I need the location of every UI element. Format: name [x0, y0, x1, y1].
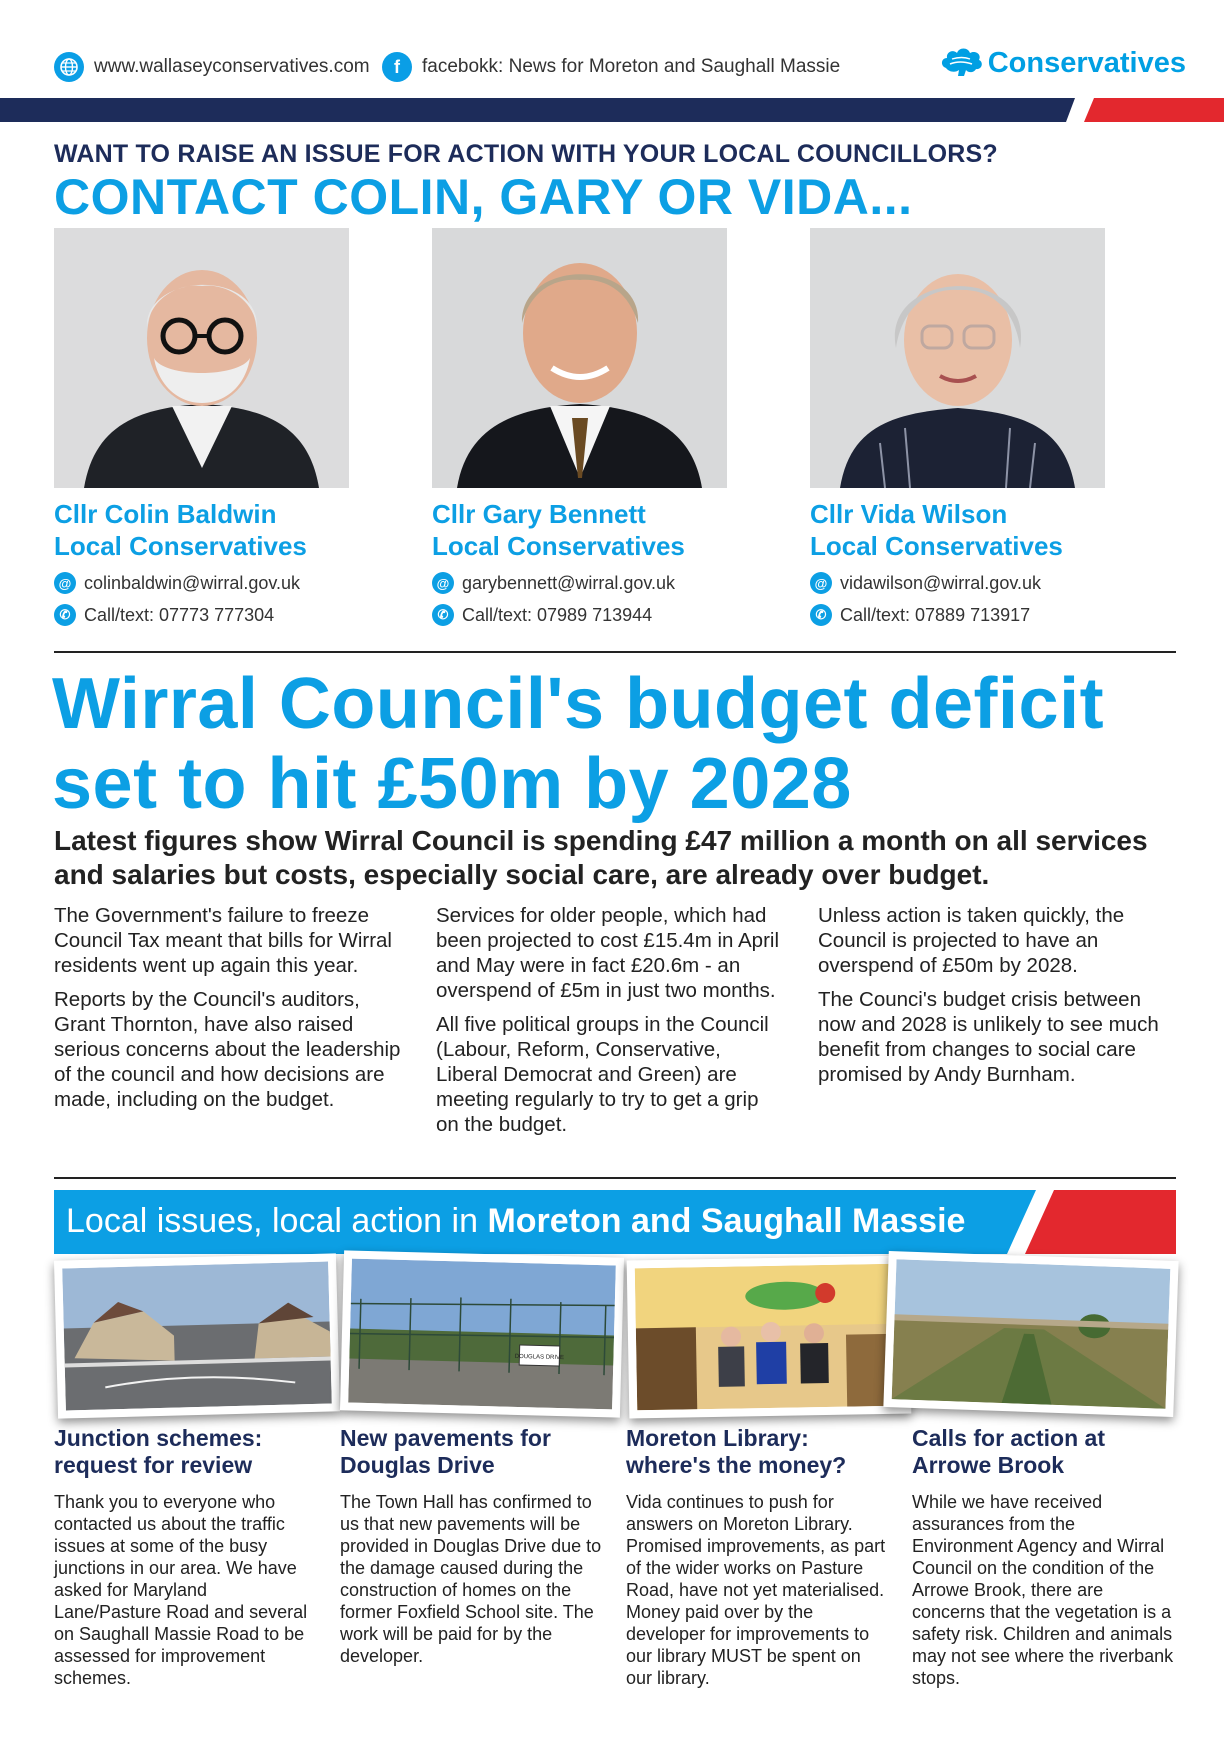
page-header	[0, 0, 1224, 98]
story-title: New pavements for Douglas Drive	[340, 1425, 551, 1478]
article-headline	[52, 664, 1192, 824]
headline-line-2: set to hit £50m by 2028	[52, 744, 852, 824]
facebook-text: facebokk: News for Moreton and Saughall Massie	[422, 56, 841, 77]
story-title: Calls for action at Arrowe Brook	[912, 1425, 1105, 1478]
facebook-icon: f	[382, 52, 412, 82]
story-body: Thank you to everyone who contacted us about the traffic issues at some of the busy junctions in our area. We have asked for Maryland Lane/Pasture Road and several on Saughall Massie Road to be assessed for improvement schemes.	[54, 1492, 308, 1688]
phone-icon: ✆	[432, 604, 454, 626]
story-moreton-library	[626, 1425, 891, 1689]
article-paragraph: The Government's failure to freeze Council Tax meant that bills for Wirral residents went up again this year.	[54, 904, 392, 977]
conservatives-logo	[938, 46, 1186, 80]
banner-prefix: Local issues, local action in	[66, 1202, 479, 1240]
councillor-phone-line[interactable]	[432, 604, 732, 626]
story-body: Vida continues to push for answers on Moreton Library. Promised improvements, as part of the wider works on Pasture Road, have not yet materialised. Money paid over by the developer for improvements to our library MUST be spent on our library.	[626, 1492, 886, 1688]
phone-icon: ✆	[810, 604, 832, 626]
councillor-card	[810, 228, 1110, 626]
councillor-name: Cllr Colin Baldwin	[54, 499, 277, 529]
councillor-photo	[810, 228, 1105, 488]
story-title: Junction schemes: request for review	[54, 1425, 263, 1478]
councillor-phone: Call/text: 07989 713944	[462, 604, 653, 625]
headline-line-1: Wirral Council's budget deficit	[52, 664, 1105, 744]
story-title: Moreton Library: where's the money?	[626, 1425, 847, 1478]
councillor-party: Local Conservatives	[432, 531, 685, 561]
article-column-1	[54, 903, 404, 1112]
story-arrowe-brook	[912, 1425, 1177, 1689]
article-paragraph: Unless action is taken quickly, the Council is projected to have an overspend of £50m by 2028.	[818, 904, 1125, 977]
councillor-email: colinbaldwin@wirral.gov.uk	[84, 572, 301, 593]
story-body: While we have received assurances from the Environment Agency and Wirral Council on the condition of the Arrowe Brook, there are concerns that the vegetation is a safety risk. Children and animals may not see where the riverbank stops.	[912, 1492, 1174, 1688]
banner-area: Moreton and Saughall Massie	[487, 1202, 966, 1240]
councillor-name: Cllr Vida Wilson	[810, 499, 1008, 529]
street-sign: DOUGLAS DRIVE	[514, 1353, 565, 1362]
councillor-email-line[interactable]	[432, 572, 732, 594]
photo-arrowe-brook	[883, 1251, 1178, 1417]
councillor-name: Cllr Gary Bennett	[432, 499, 646, 529]
article-paragraph: Reports by the Council's auditors, Grant Thornton, have also raised serious concerns about the leadership of the council and how decisions are made, including on the budget.	[54, 988, 401, 1111]
section-divider	[54, 651, 1176, 653]
councillor-photo	[432, 228, 727, 488]
section-divider	[54, 1177, 1176, 1179]
phone-icon: ✆	[54, 604, 76, 626]
tree-icon	[938, 46, 984, 80]
story-junction-schemes	[54, 1425, 319, 1689]
councillor-phone: Call/text: 07889 713917	[840, 604, 1031, 625]
facebook-line[interactable]	[382, 52, 840, 82]
website-line[interactable]	[54, 52, 370, 82]
contact-heading: CONTACT COLIN, GARY OR VIDA...	[54, 169, 913, 225]
contact-kicker: WANT TO RAISE AN ISSUE FOR ACTION WITH YOUR LOCAL COUNCILLORS?	[54, 140, 998, 168]
councillor-email-line[interactable]	[810, 572, 1110, 594]
article-paragraph: Services for older people, which had been projected to cost £15.4m in April and May were in fact £20.6m - an overspend of £5m in just two months.	[436, 904, 780, 1002]
email-icon: @	[54, 572, 76, 594]
photo-junction	[54, 1253, 340, 1418]
local-issues-title	[66, 1202, 965, 1241]
councillor-email: vidawilson@wirral.gov.uk	[840, 572, 1042, 593]
photo-douglas-drive	[340, 1250, 624, 1417]
story-body: The Town Hall has confirmed to us that new pavements will be provided in Douglas Drive due to the damage caused during the construction of homes on the former Foxfield School site. The work will be paid for by the developer.	[340, 1492, 602, 1666]
councillor-phone-line[interactable]	[54, 604, 354, 626]
story-douglas-drive	[340, 1425, 605, 1667]
globe-icon	[54, 52, 84, 82]
councillor-card	[432, 228, 732, 626]
councillor-email: garybennett@wirral.gov.uk	[462, 572, 676, 593]
councillor-card	[54, 228, 354, 626]
article-column-2	[436, 903, 786, 1137]
councillor-phone: Call/text: 07773 777304	[84, 604, 275, 625]
article-standfirst: Latest figures show Wirral Council is spending £47 million a month on all services and salaries but costs, especially social care, are already over budget.	[54, 825, 1148, 890]
website-url: www.wallaseyconservatives.com	[94, 56, 370, 77]
councillor-party: Local Conservatives	[54, 531, 307, 561]
councillor-party: Local Conservatives	[810, 531, 1063, 561]
photo-library	[627, 1256, 912, 1419]
article-paragraph: All five political groups in the Council (Labour, Reform, Conservative, Liberal Democrat and Green) are meeting regularly to try to get a grip on the budget.	[436, 1013, 769, 1136]
brand-name: Conservatives	[987, 46, 1186, 79]
header-stripe	[0, 98, 1224, 122]
councillor-photo	[54, 228, 349, 488]
email-icon: @	[432, 572, 454, 594]
article-paragraph: The Counci's budget crisis between now and 2028 is unlikely to see much benefit from changes to social care promised by Andy Burnham.	[818, 988, 1159, 1086]
councillor-phone-line[interactable]	[810, 604, 1110, 626]
email-icon: @	[810, 572, 832, 594]
councillor-email-line[interactable]	[54, 572, 354, 594]
article-column-3	[818, 903, 1168, 1087]
